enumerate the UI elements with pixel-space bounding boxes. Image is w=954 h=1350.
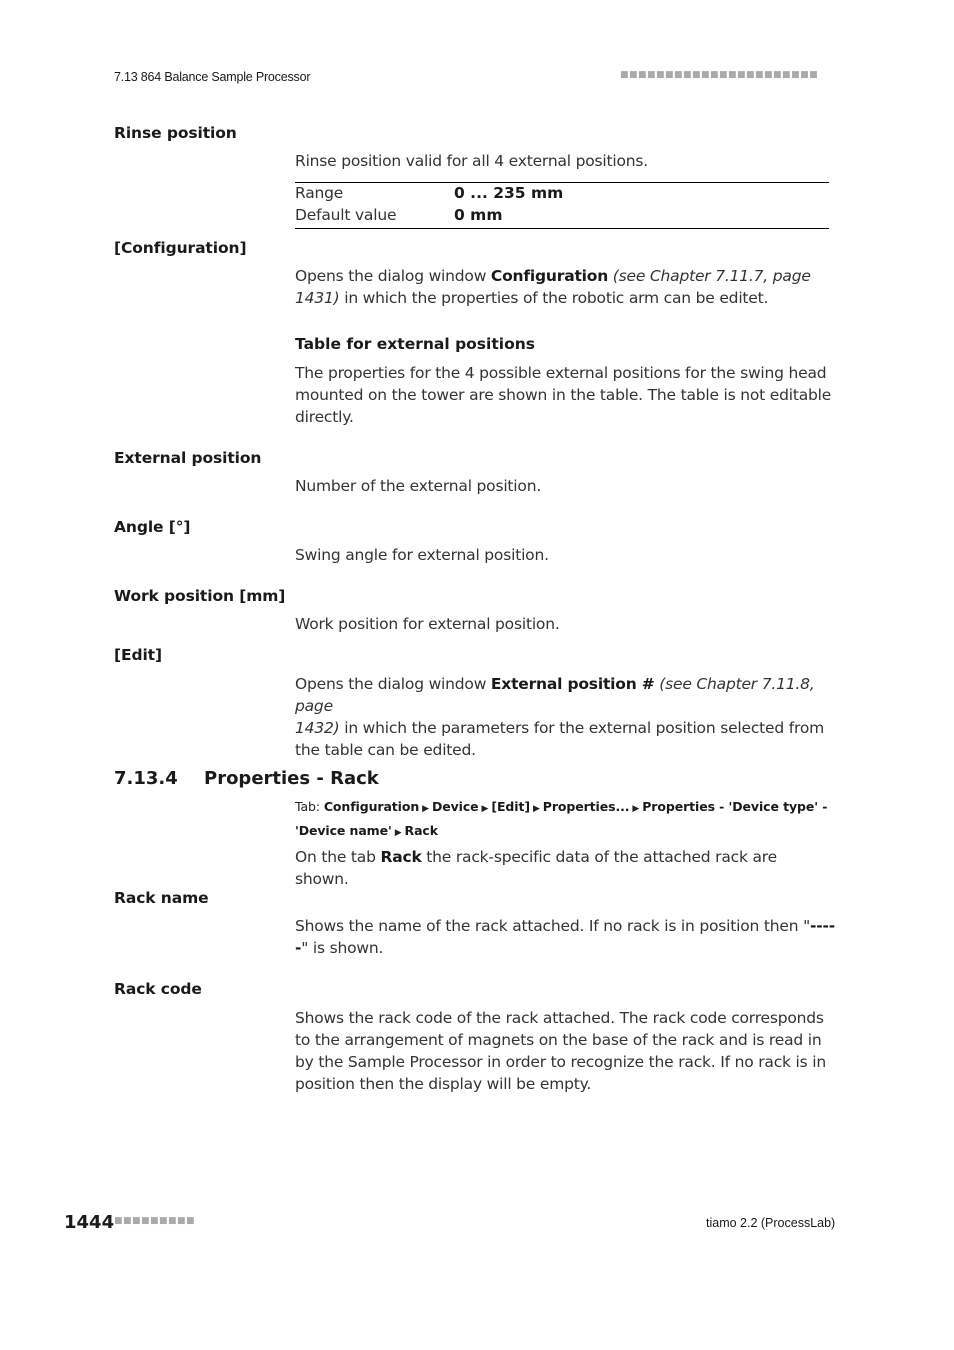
table-external-heading: Table for external positions xyxy=(295,335,535,353)
default-label: Default value xyxy=(295,206,397,224)
empty-rack-indicator: ----- xyxy=(295,917,835,957)
arrow-right-icon: ▶ xyxy=(422,804,429,814)
work-position-desc: Work position for external position. xyxy=(295,615,560,633)
arrow-right-icon: ▶ xyxy=(481,804,489,814)
path-item: Device xyxy=(431,799,479,814)
tab-navigation-path: Tab: Configuration ▶ Device ▶ [Edit] ▶ Properties... ▶ Properties - 'Device type' - 'Device name' ▶ Rack xyxy=(295,799,828,838)
path-item: Rack xyxy=(404,823,438,838)
edit-heading: [Edit] xyxy=(114,646,162,664)
rack-name-desc: Shows the name of the rack attached. If no rack is in position then "-----" is shown. xyxy=(295,917,835,957)
arrow-right-icon: ▶ xyxy=(632,804,640,814)
rack-code-desc: Shows the rack code of the rack attached. The rack code corresponds to the arrangement of magnets on the base of the rack and is read in by the Sample Processor in order to recognize the rack. If no rack is in position then the display will be empty. xyxy=(295,1009,826,1093)
path-item: [Edit] xyxy=(491,799,530,814)
range-label: Range xyxy=(295,184,344,202)
arrow-right-icon: ▶ xyxy=(532,804,540,814)
configuration-chapter-ref[interactable]: (see Chapter 7.11.7, page xyxy=(608,267,811,285)
configuration-heading: [Configuration] xyxy=(114,239,247,257)
footer-decoration: ■■■■■■■■■ xyxy=(114,1216,196,1226)
tab-name: Rack xyxy=(380,848,422,866)
running-header: 7.13 864 Balance Sample Processor xyxy=(114,70,311,84)
edit-dialog-name: External position # xyxy=(490,675,655,693)
configuration-page-ref[interactable]: 1431) xyxy=(295,289,340,307)
external-position-heading: External position xyxy=(114,449,262,467)
path-item: Configuration xyxy=(323,799,420,814)
path-item: Properties... xyxy=(542,799,630,814)
rack-code-heading: Rack code xyxy=(114,980,202,998)
edit-desc: Opens the dialog window External position # (see Chapter 7.11.8, page 1432) in which the parameters for the external position selected from the table can be edited. xyxy=(295,675,825,759)
product-name: tiamo 2.2 (ProcessLab) xyxy=(706,1216,836,1230)
external-position-desc: Number of the external position. xyxy=(295,477,542,495)
edit-page-ref[interactable]: 1432) xyxy=(295,719,340,737)
angle-desc: Swing angle for external position. xyxy=(295,546,549,564)
default-value: 0 mm xyxy=(454,206,503,224)
work-position-heading: Work position [mm] xyxy=(114,587,286,605)
rinse-position-heading: Rinse position xyxy=(114,124,237,142)
rinse-parameter-table xyxy=(295,182,829,229)
rinse-position-desc: Rinse position valid for all 4 external positions. xyxy=(295,152,648,170)
section-number: 7.13.4 xyxy=(114,768,178,789)
header-decoration: ■■■■■■■■■■■■■■■■■■■■■■ xyxy=(620,70,819,80)
edit-chapter-ref[interactable]: (see Chapter 7.11.8, page xyxy=(295,675,815,715)
configuration-desc: Opens the dialog window Configuration (see Chapter 7.11.7, page 1431) in which the properties of the robotic arm can be editet. xyxy=(295,267,811,307)
arrow-right-icon: ▶ xyxy=(394,828,402,838)
table-external-desc: The properties for the 4 possible external positions for the swing head mounted on the tower are shown in the table. The table is not editable directly. xyxy=(295,364,832,426)
page-number: 1444 xyxy=(64,1212,115,1233)
path-item: Properties - 'Device type' - xyxy=(642,799,828,814)
section-intro: On the tab Rack the rack-specific data of the attached rack are shown. xyxy=(295,848,777,888)
path-item: 'Device name' xyxy=(295,823,392,838)
range-value: 0 ... 235 mm xyxy=(454,184,564,202)
angle-heading: Angle [°] xyxy=(114,518,191,536)
rack-name-heading: Rack name xyxy=(114,889,209,907)
section-title: Properties - Rack xyxy=(204,768,379,789)
configuration-dialog-name: Configuration xyxy=(490,267,609,285)
